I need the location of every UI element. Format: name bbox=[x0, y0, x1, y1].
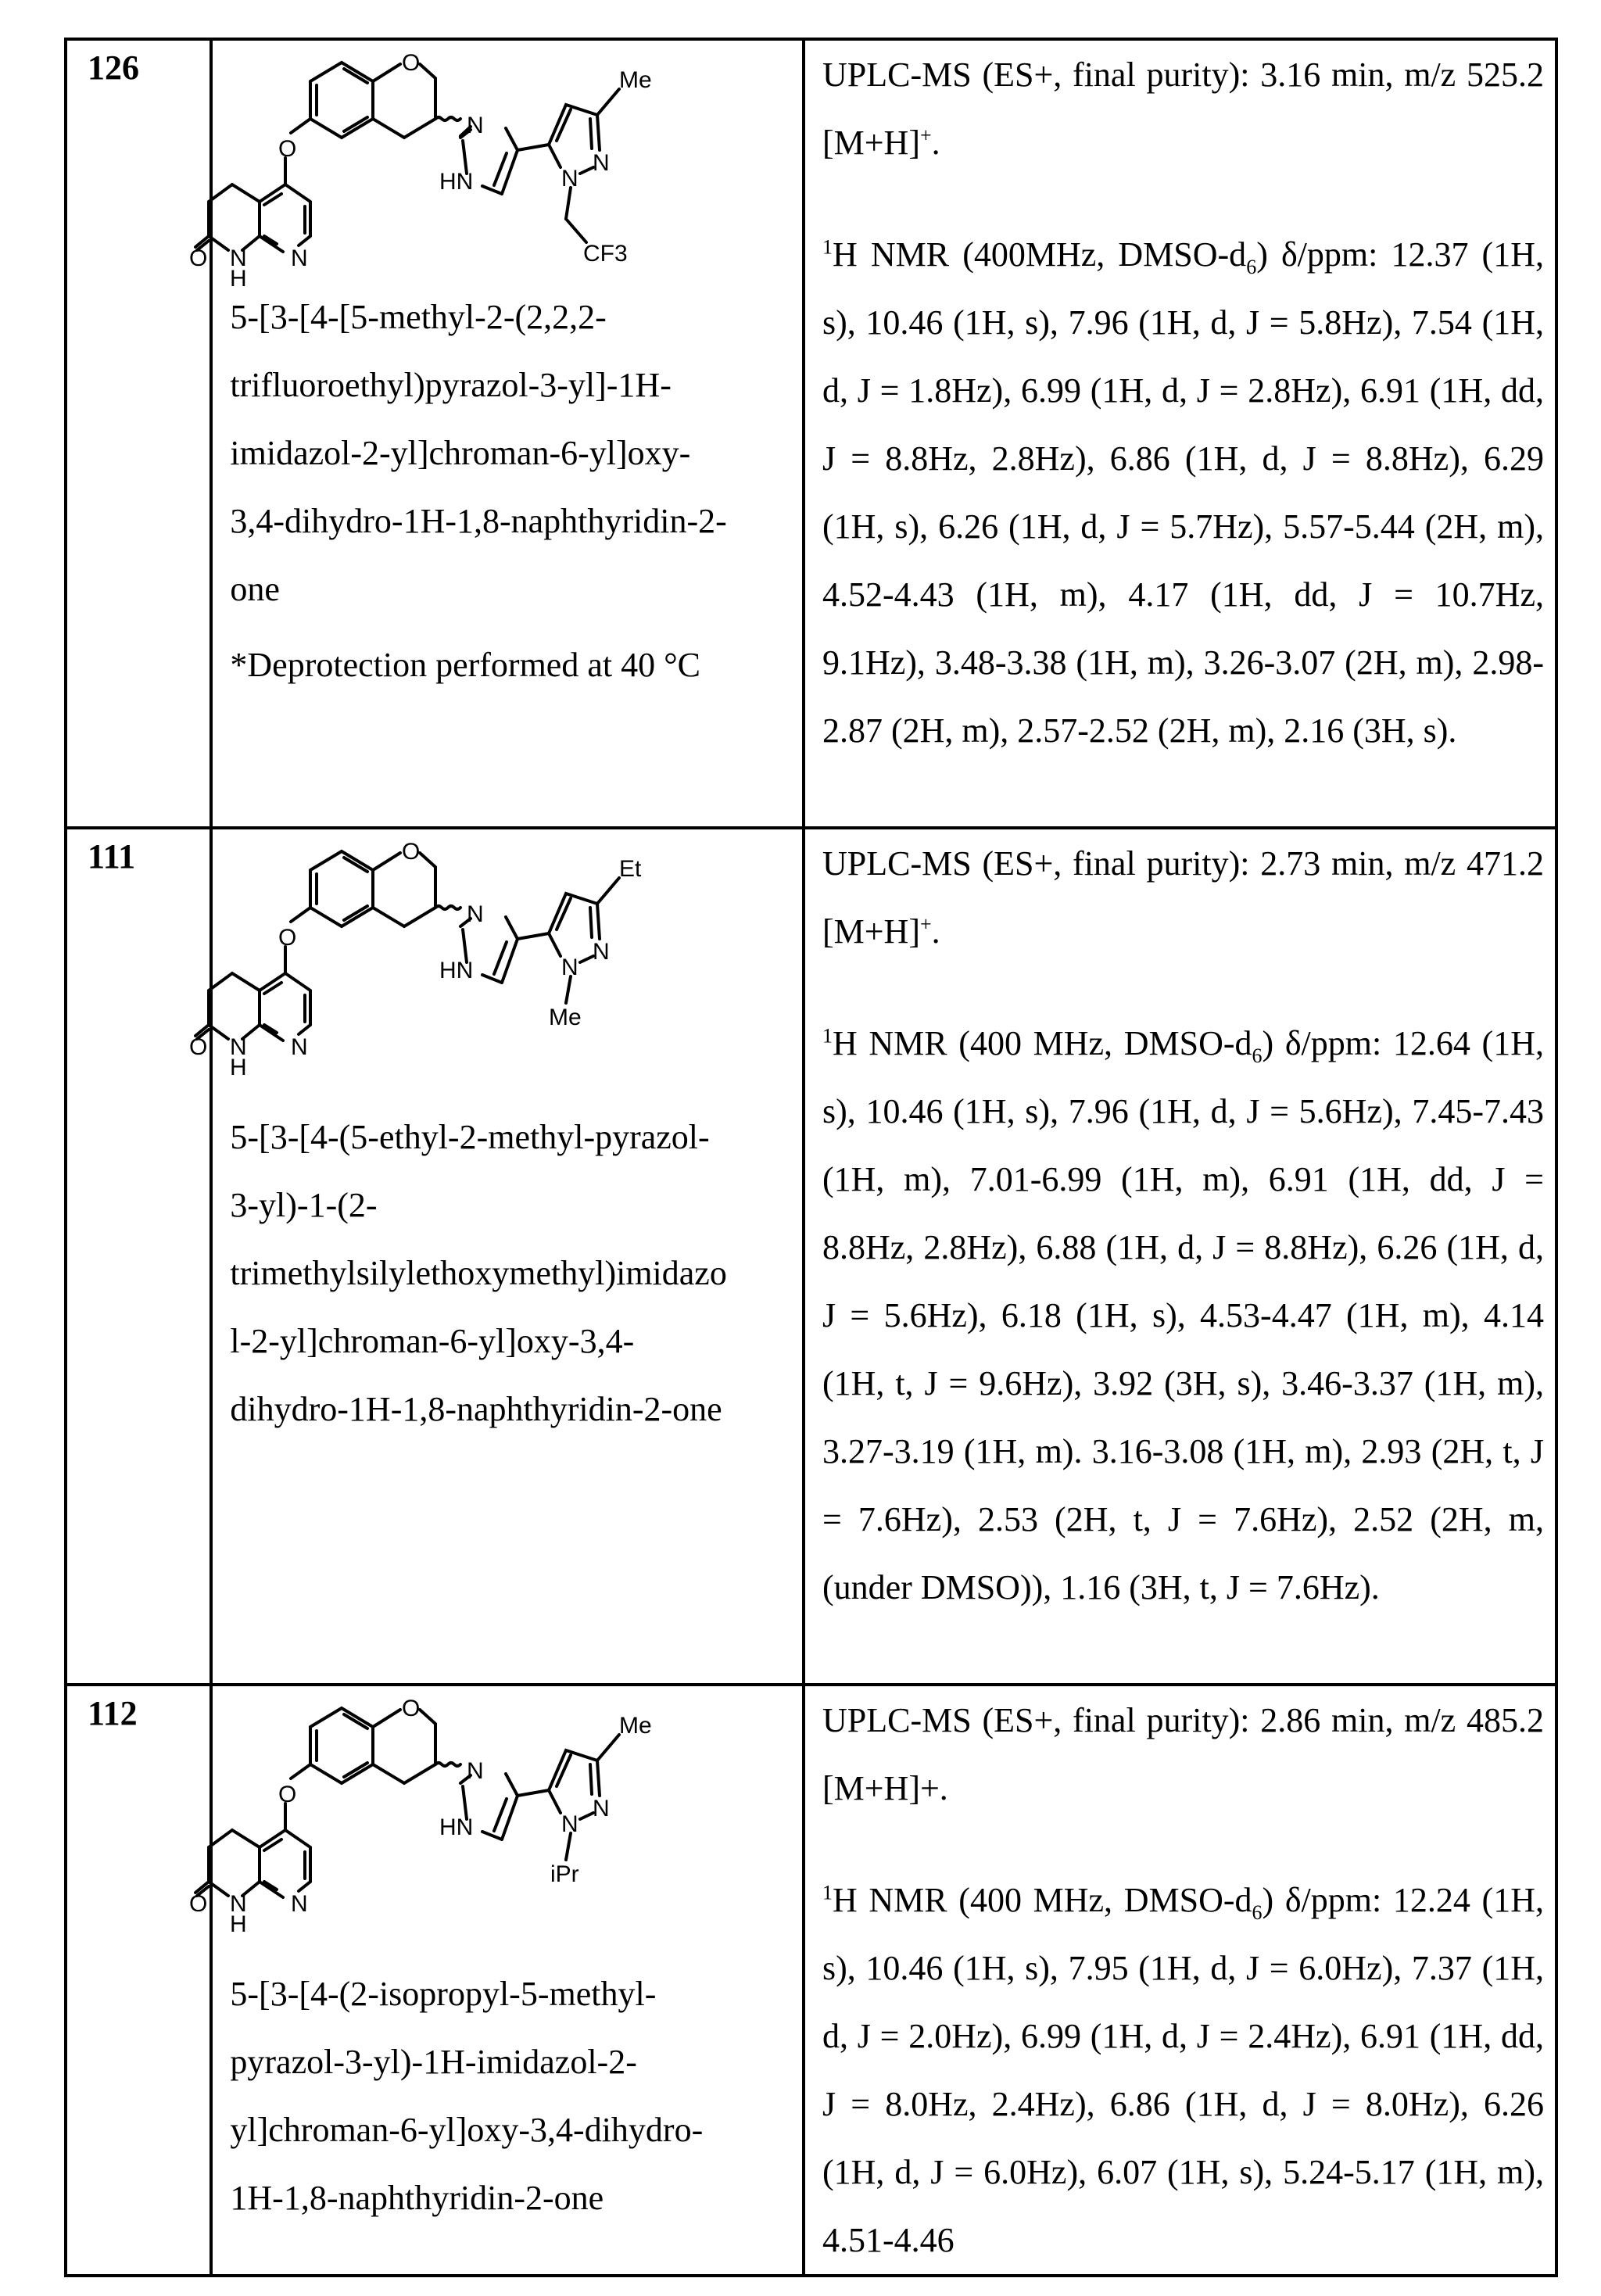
atom-label: O bbox=[189, 1034, 208, 1060]
deuterium-subscript: 6 bbox=[1246, 255, 1257, 278]
charge-superscript: + bbox=[920, 124, 932, 147]
analytical-data-cell bbox=[804, 828, 1556, 1685]
nmr-result bbox=[822, 220, 1544, 765]
atom-label: N bbox=[561, 166, 579, 192]
atom-label: N bbox=[593, 939, 611, 965]
nmr-header: H NMR (400MHz, DMSO-d bbox=[832, 235, 1247, 274]
nmr-header: H NMR (400 MHz, DMSO-d bbox=[832, 1024, 1252, 1062]
atom-label: N bbox=[230, 245, 248, 271]
atom-label: HN bbox=[439, 1814, 474, 1840]
atom-label: N bbox=[593, 150, 611, 176]
analytical-data-cell bbox=[804, 39, 1556, 828]
isotope-superscript: 1 bbox=[822, 1881, 833, 1904]
compound-name-line: dihydro-1H-1,8-naphthyridin-2-one bbox=[230, 1390, 722, 1428]
atom-label: O bbox=[278, 1782, 297, 1807]
atom-label: CF3 bbox=[583, 241, 629, 267]
atom-label: N bbox=[291, 245, 309, 271]
atom-label: Me bbox=[549, 1005, 582, 1030]
compound-id: 126 bbox=[88, 48, 139, 87]
atom-label: H bbox=[230, 1911, 248, 1937]
analytical-data bbox=[805, 41, 1555, 765]
compound-data-table bbox=[64, 38, 1558, 2277]
structure-name-cell bbox=[189, 39, 804, 828]
compound-name-line: 1H-1,8-naphthyridin-2-one bbox=[230, 2179, 604, 2217]
nmr-result bbox=[822, 1866, 1544, 2274]
atom-label: HN bbox=[439, 958, 474, 983]
structure-name-cell bbox=[189, 828, 804, 1685]
compound-id-cell bbox=[66, 39, 211, 828]
lcms-suffix: . bbox=[931, 124, 940, 162]
atom-label: O bbox=[278, 136, 297, 162]
atom-label: O bbox=[402, 1696, 421, 1721]
charge-superscript: + bbox=[920, 912, 932, 936]
structure-name-cell bbox=[189, 1685, 804, 2276]
nmr-peaks: ) δ/ppm: 12.24 (1H, s), 10.46 (1H, s), 7.95 (1H, d, J = 6.0Hz), 7.37 (1H, d, J = 2.0Hz), 6.99 (1H, d, J = 2.4Hz), 6.91 (1H, dd, J = 8.0Hz, 2.4Hz), 6.86 (1H, d, J = 8.0Hz), 6.26 (1H, d, J = 6.0Hz), 6.07 (1H, s), 5.24-5.17 (1H, m), 4.51-4.46 bbox=[822, 1881, 1544, 2259]
compound-name-line: trimethylsilylethoxymethyl)imidazo bbox=[230, 1254, 727, 1292]
atom-label: N bbox=[593, 1796, 611, 1821]
analytical-data bbox=[805, 829, 1555, 1621]
table-row bbox=[66, 1685, 1556, 2276]
atom-label: N bbox=[561, 955, 579, 980]
atom-label: N bbox=[561, 1811, 579, 1837]
compound-name bbox=[213, 1072, 802, 1443]
compound-name-line: yl]chroman-6-yl]oxy-3,4-dihydro- bbox=[230, 2111, 704, 2149]
chemical-structure-drawing bbox=[189, 829, 802, 1080]
compound-id-cell bbox=[66, 828, 211, 1685]
compound-name-line: one bbox=[230, 570, 280, 608]
compound-name-line: 3,4-dihydro-1H-1,8-naphthyridin-2- bbox=[230, 502, 727, 540]
compound-name-line: l-2-yl]chroman-6-yl]oxy-3,4- bbox=[230, 1322, 635, 1360]
lcms-suffix: . bbox=[931, 912, 940, 951]
atom-label: Et bbox=[619, 856, 642, 882]
nmr-header: H NMR (400 MHz, DMSO-d bbox=[832, 1881, 1252, 1919]
molecule-diagram bbox=[189, 1686, 804, 1937]
compound-name-line: pyrazol-3-yl)-1H-imidazol-2- bbox=[230, 2043, 637, 2081]
atom-label: N bbox=[230, 1034, 248, 1060]
compound-id-cell bbox=[66, 1685, 211, 2276]
atom-label: H bbox=[230, 1055, 248, 1080]
molecule-diagram bbox=[189, 829, 804, 1080]
atom-label: Me bbox=[619, 67, 653, 93]
lcms-text: UPLC-MS (ES+, final purity): 2.86 min, m/z 485.2 [M+H]+. bbox=[822, 1701, 1544, 1807]
lcms-text: UPLC-MS (ES+, final purity): 2.73 min, m/z 471.2 [M+H] bbox=[822, 844, 1544, 951]
isotope-superscript: 1 bbox=[822, 1024, 833, 1048]
atom-label: N bbox=[467, 1758, 485, 1784]
lcms-result bbox=[822, 829, 1544, 965]
nmr-result bbox=[822, 1009, 1544, 1621]
lcms-result bbox=[822, 1686, 1544, 1822]
compound-name bbox=[213, 1929, 802, 2232]
deprotection-note: *Deprotection performed at 40 °C bbox=[230, 646, 701, 684]
compound-id: 111 bbox=[88, 837, 136, 876]
compound-name-line: 3-yl)-1-(2- bbox=[230, 1186, 378, 1224]
nmr-peaks: ) δ/ppm: 12.64 (1H, s), 10.46 (1H, s), 7.96 (1H, d, J = 5.6Hz), 7.45-7.43 (1H, m), 7.01-6.99 (1H, m), 6.91 (1H, dd, J = 8.8Hz, 2.8Hz), 6.88 (1H, d, J = 8.8Hz), 6.26 (1H, d, J = 5.6Hz), 6.18 (1H, s), 4.53-4.47 (1H, m), 4.14 (1H, t, J = 9.6Hz), 3.92 (3H, s), 3.46-3.37 (1H, m), 3.27-3.19 (1H, m). 3.16-3.08 (1H, m), 2.93 (2H, t, J = 7.6Hz), 2.53 (2H, t, J = 7.6Hz), 2.52 (2H, m, (under DMSO)), 1.16 (3H, t, J = 7.6Hz). bbox=[822, 1024, 1544, 1606]
table-row bbox=[66, 828, 1556, 1685]
chemical-structure-drawing bbox=[189, 1686, 802, 1937]
atom-label: HN bbox=[439, 169, 474, 195]
atom-label: N bbox=[230, 1891, 248, 1917]
atom-label: O bbox=[402, 50, 421, 76]
atom-label: N bbox=[467, 901, 485, 927]
compound-name bbox=[213, 283, 802, 623]
atom-label: O bbox=[278, 925, 297, 951]
compound-name-line: trifluoroethyl)pyrazol-3-yl]-1H- bbox=[230, 366, 672, 404]
deuterium-subscript: 6 bbox=[1252, 1044, 1263, 1067]
analytical-data-cell bbox=[804, 1685, 1556, 2276]
atom-label: Me bbox=[619, 1713, 653, 1739]
compound-id: 112 bbox=[88, 1694, 138, 1732]
atom-label: H bbox=[230, 266, 248, 292]
compound-name-line: 5-[3-[4-[5-methyl-2-(2,2,2- bbox=[230, 298, 607, 336]
lcms-text: UPLC-MS (ES+, final purity): 3.16 min, m/z 525.2 [M+H] bbox=[822, 56, 1544, 162]
chemical-structure-drawing bbox=[189, 41, 802, 292]
molecule-diagram bbox=[189, 41, 804, 292]
analytical-data bbox=[805, 1686, 1555, 2274]
atom-label: N bbox=[291, 1034, 309, 1060]
atom-label: O bbox=[189, 1891, 208, 1917]
atom-label: N bbox=[467, 113, 485, 138]
compound-name-line: imidazol-2-yl]chroman-6-yl]oxy- bbox=[230, 434, 691, 472]
atom-label: N bbox=[291, 1891, 309, 1917]
isotope-superscript: 1 bbox=[822, 235, 833, 259]
table-row bbox=[66, 39, 1556, 828]
deuterium-subscript: 6 bbox=[1252, 1900, 1263, 1924]
nmr-peaks: ) δ/ppm: 12.37 (1H, s), 10.46 (1H, s), 7.96 (1H, d, J = 5.8Hz), 7.54 (1H, d, J = 1.8Hz), 6.99 (1H, d, J = 2.8Hz), 6.91 (1H, dd, J = 8.8Hz, 2.8Hz), 6.86 (1H, d, J = 8.8Hz), 6.29 (1H, s), 6.26 (1H, d, J = 5.7Hz), 5.57-5.44 (2H, m), 4.52-4.43 (1H, m), 4.17 (1H, dd, J = 10.7Hz, 9.1Hz), 3.48-3.38 (1H, m), 3.26-3.07 (2H, m), 2.98-2.87 (2H, m), 2.57-2.52 (2H, m), 2.16 (3H, s). bbox=[822, 235, 1544, 750]
atom-label: O bbox=[402, 839, 421, 865]
atom-label: O bbox=[189, 245, 208, 271]
compound-name-line: 5-[3-[4-(2-isopropyl-5-methyl- bbox=[230, 1975, 657, 2013]
lcms-result bbox=[822, 41, 1544, 177]
compound-name-line: 5-[3-[4-(5-ethyl-2-methyl-pyrazol- bbox=[230, 1118, 710, 1156]
atom-label: iPr bbox=[550, 1861, 580, 1887]
